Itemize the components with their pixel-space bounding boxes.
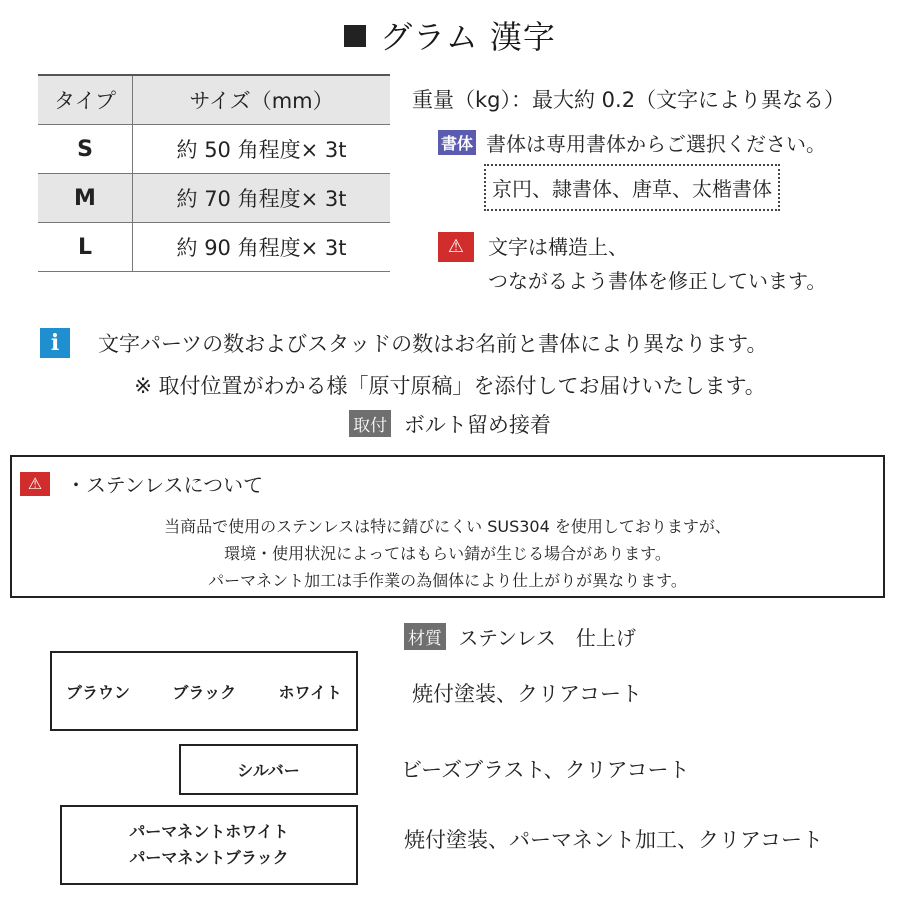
color-white: ホワイト <box>278 682 342 702</box>
table-cell-size: 約 90 角程度× 3t <box>133 223 391 272</box>
color-brown: ブラウン <box>66 682 131 702</box>
color-permanent-black: パーマネントブラック <box>129 848 289 867</box>
mount-row <box>0 409 900 439</box>
size-table <box>38 74 390 272</box>
table-row <box>38 223 390 272</box>
material-text: ステンレス 仕上げ <box>458 626 636 650</box>
material-row <box>404 622 636 651</box>
font-text: 書体は専用書体からご選択ください。 <box>486 132 827 156</box>
stainless-notice-box <box>10 455 885 598</box>
structure-warning-line2: つながるよう書体を修正しています。 <box>488 269 827 293</box>
finish-permanent: 焼付塗装、パーマネント加工、クリアコート <box>404 828 823 852</box>
weight-text: 重量（kg）：最大約 0.2（文字により異なる） <box>412 88 846 112</box>
info-icon: i <box>40 328 70 358</box>
page-title-text: グラム 漢字 <box>380 18 556 56</box>
structure-warning-line1: 文字は構造上、 <box>488 235 628 259</box>
table-header-size: サイズ（mm） <box>133 75 391 125</box>
mount-badge: 取付 <box>349 410 391 437</box>
stainless-line: パーマネント加工は手作業の為個体により仕上がりが異なります。 <box>208 571 687 590</box>
table-row <box>38 174 390 223</box>
table-cell-size: 約 50 角程度× 3t <box>133 125 391 174</box>
info-row <box>40 328 767 358</box>
finish-standard: 焼付塗装、クリアコート <box>412 682 642 706</box>
stainless-line: 環境・使用状況によってはもらい錆が生じる場合があります。 <box>224 544 671 563</box>
table-cell-size: 約 70 角程度× 3t <box>133 174 391 223</box>
stainless-heading: ・ステンレスについて <box>66 473 264 497</box>
color-silver: シルバー <box>237 761 300 780</box>
table-cell-type: S <box>38 125 133 174</box>
page-title <box>0 12 900 58</box>
note-text: ※ 取付位置がわかる様「原寸原稿」を添付してお届けいたします。 <box>134 374 766 398</box>
color-black: ブラック <box>172 682 237 702</box>
mount-text: ボルト留め接着 <box>403 413 551 437</box>
info-text: 文字パーツの数およびスタッドの数はお名前と書体により異なります。 <box>98 332 768 356</box>
table-header-row <box>38 75 390 125</box>
stainless-line: 当商品で使用のステンレスは特に錆びにくい SUS304 を使用しておりますが、 <box>164 517 731 536</box>
color-permanent-white: パーマネントホワイト <box>129 822 289 841</box>
warning-icon: ⚠ <box>438 232 474 262</box>
color-box-permanent <box>60 805 358 885</box>
font-options-box: 京円、隷書体、唐草、太楷書体 <box>484 164 780 211</box>
stainless-body <box>12 513 883 594</box>
finish-silver: ビーズブラスト、クリアコート <box>401 758 690 782</box>
color-box-silver <box>179 744 358 795</box>
material-badge: 材質 <box>404 623 446 650</box>
stainless-heading-row <box>20 469 263 498</box>
table-cell-type: M <box>38 174 133 223</box>
font-row <box>438 128 826 157</box>
font-badge: 書体 <box>438 130 476 155</box>
color-box-standard <box>50 651 358 731</box>
warning-icon: ⚠ <box>20 472 50 496</box>
table-header-type: タイプ <box>38 75 133 125</box>
table-cell-type: L <box>38 223 133 272</box>
square-bullet-icon <box>344 25 366 47</box>
table-row <box>38 125 390 174</box>
structure-warning-text <box>488 230 826 298</box>
structure-warning <box>438 230 826 298</box>
